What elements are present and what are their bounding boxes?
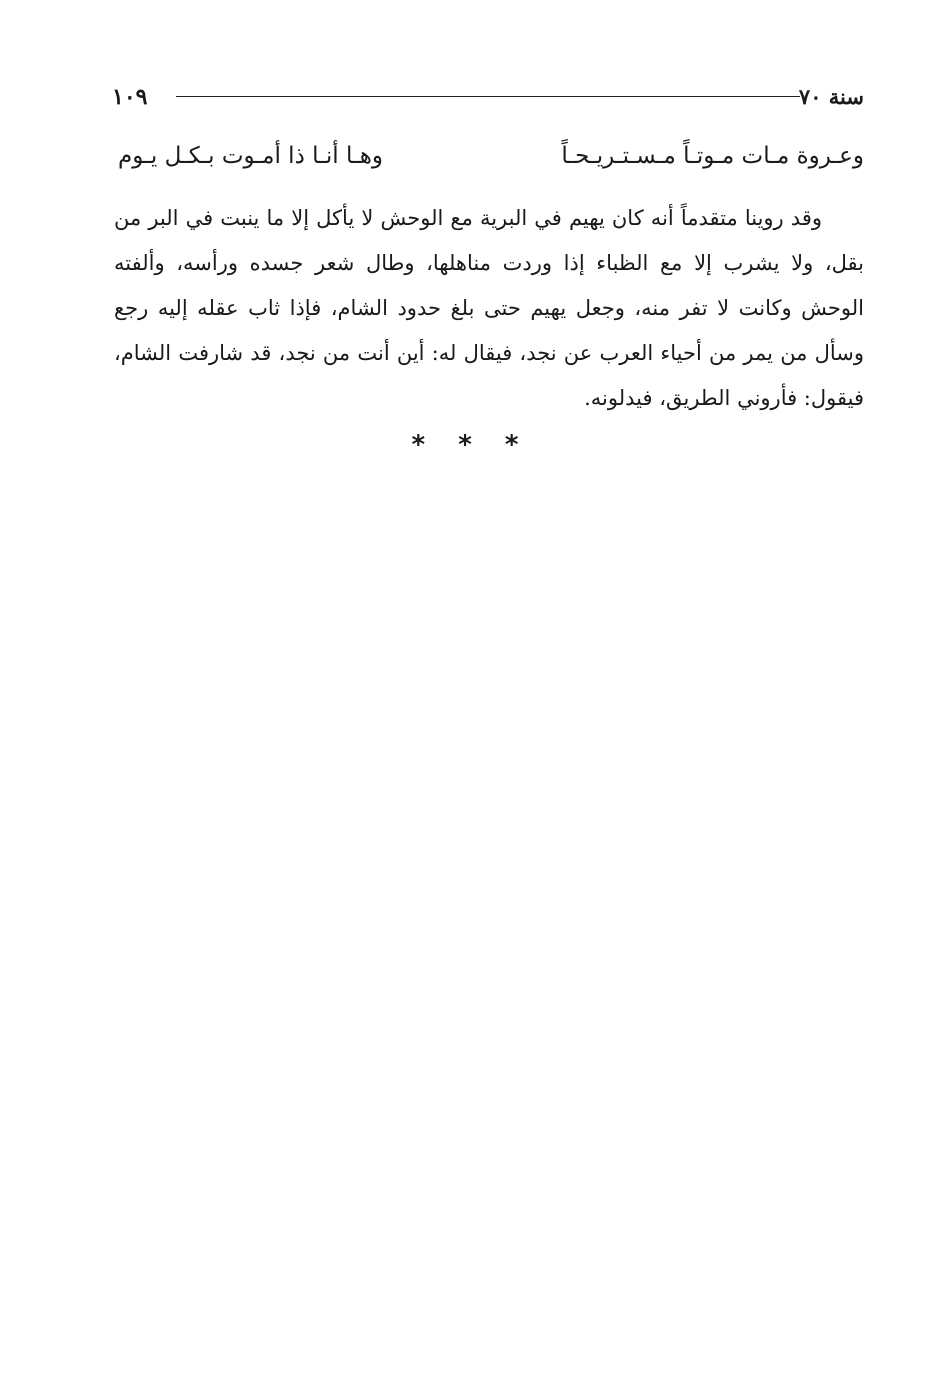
poetry-verse xyxy=(118,136,864,176)
section-separator: * * * xyxy=(411,430,531,460)
page-number: ١٠٩ xyxy=(112,84,148,110)
verse-second-hemistich: وهـا أنـا ذا أمـوت بـكـل يـوم xyxy=(118,143,383,169)
body-paragraph: وقد روينا متقدماً أنه كان يهيم في البرية مع الوحش لا يأكل إلا ما ينبت في البر من بقل، ولا يشرب إلا مع الظباء إذا وردت مناهلها، وطال شعر جسده ورأسه، وألفته الوحش وكانت لا تفر منه، وجعل يهيم حتى بلغ حدود الشام، فإذا ثاب عقله إليه رجع وسأل من يمر من أحياء العرب عن نجد، فيقال له: أين أنت من نجد، قد شارفت الشام، فيقول: فأروني الطريق، فيدلونه. xyxy=(114,206,864,410)
page-header xyxy=(112,84,864,114)
header-rule xyxy=(176,96,800,97)
section-title: سنة ٧٠ xyxy=(798,84,864,109)
verse-first-hemistich: وعـروة مـات مـوتـاً مـسـتـريـحـاً xyxy=(561,143,864,169)
